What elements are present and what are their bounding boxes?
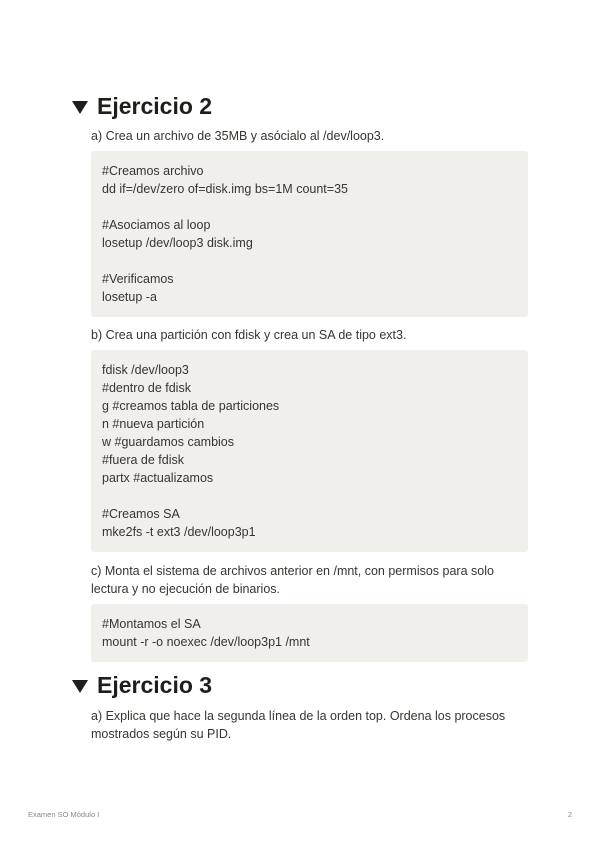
question-text-line: lectura y no ejecución de binarios. <box>91 582 281 596</box>
code-line: #dentro de fdisk <box>102 381 191 395</box>
toggle-triangle-icon[interactable] <box>72 680 88 693</box>
question-text-line: c) Monta el sistema de archivos anterior en /mnt, con permisos para solo <box>91 564 494 578</box>
code-line: #Verificamos <box>102 272 174 286</box>
code-line: mount -r -o noexec /dev/loop3p1 /mnt <box>102 635 310 649</box>
section-heading-ejercicio-2[interactable] <box>72 92 212 120</box>
code-line: #Creamos archivo <box>102 164 204 178</box>
code-line: w #guardamos cambios <box>102 435 235 449</box>
code-line: dd if=/dev/zero of=disk.img bs=1M count=35 <box>102 182 348 196</box>
code-block <box>91 151 528 317</box>
footer-page-number: 2 <box>567 810 572 819</box>
footer-title: Examen SO Módulo I <box>28 810 100 819</box>
question-text: a) Crea un archivo de 35MB y asócialo al /dev/loop3. <box>91 129 385 143</box>
code-line <box>102 252 517 270</box>
code-line: losetup -a <box>102 290 157 304</box>
code-line <box>102 487 517 505</box>
code-block <box>91 350 528 552</box>
toggle-triangle-icon[interactable] <box>72 101 88 114</box>
code-block <box>91 604 528 662</box>
code-line <box>102 198 517 216</box>
code-line: #Montamos el SA <box>102 617 201 631</box>
code-line: #Creamos SA <box>102 507 180 521</box>
code-line: g #creamos tabla de particiones <box>102 399 280 413</box>
section-heading-ejercicio-3[interactable] <box>72 671 212 699</box>
code-line: #fuera de fdisk <box>102 453 184 467</box>
question-text: b) Crea una partición con fdisk y crea un SA de tipo ext3. <box>91 328 407 342</box>
question-text-line: mostrados según su PID. <box>91 727 232 741</box>
section-title: Ejercicio 3 <box>97 672 213 698</box>
code-line: losetup /dev/loop3 disk.img <box>102 236 253 250</box>
code-line: mke2fs -t ext3 /dev/loop3p1 <box>102 525 256 539</box>
question-text <box>91 562 531 598</box>
code-line: #Asociamos al loop <box>102 218 211 232</box>
question-text <box>91 707 531 743</box>
question-text-line: a) Explica que hace la segunda línea de la orden top. Ordena los procesos <box>91 709 506 723</box>
code-line: fdisk /dev/loop3 <box>102 363 189 377</box>
section-title: Ejercicio 2 <box>97 93 213 119</box>
code-line: n #nueva partición <box>102 417 205 431</box>
code-line: partx #actualizamos <box>102 471 214 485</box>
